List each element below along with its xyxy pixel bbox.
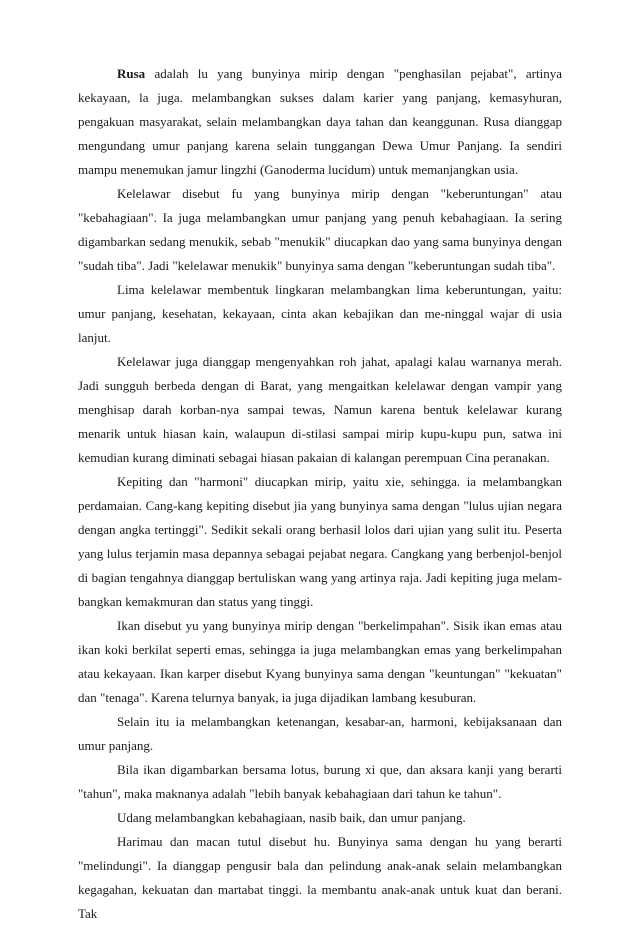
paragraph-kelelawar (78, 182, 562, 278)
paragraph-harimau (78, 830, 562, 926)
paragraph-ikan (78, 614, 562, 710)
document-page (78, 62, 562, 926)
paragraph-text: adalah lu yang bunyinya mirip dengan "penghasilan pejabat", artinya kekayaan, la juga. melambangkan sukses dalam karier yang panjang, kemasyhuran, pengakuan masyarakat, selain melambangkan daya tahan dan keanggunan. Rusa dianggap mengundang umur panjang karena selain tunggangan Dewa Umur Panjang. Ia sendiri mampu menemukan jamur lingzhi (Ganoderma lucidum) untuk memanjangkan usia. (78, 66, 563, 177)
paragraph-kelelawar-roh-jahat (78, 350, 562, 470)
paragraph-lead: Rusa (117, 66, 146, 81)
paragraph-text: Udang melambangkan kebahagiaan, nasib baik, dan umur panjang. (117, 810, 466, 825)
paragraph-kepiting (78, 470, 562, 614)
paragraph-ketenangan (78, 710, 562, 758)
paragraph-text: Kepiting dan "harmoni" diucapkan mirip, yaitu xie, sehingga. ia melambangkan perdamaian. Cang-kang kepiting disebut jia yang bunyinya sama dengan "lulus ujian negara dengan angka tertinggi". Sedikit sekali orang berhasil lolos dari ujian yang sulit itu. Peserta yang lulus terjamin masa depannya sebagai pejabat negara. Cangkang yang berbenjol-benjol di bagian tengahnya dianggap bertuliskan wang yang artinya raja. Jadi kepiting juga melam-bangkan kemakmuran dan status yang tinggi. (78, 474, 562, 609)
paragraph-rusa (78, 62, 562, 182)
paragraph-text: Selain itu ia melambangkan ketenangan, kesabar-an, harmoni, kebijaksanaan dan umur panjang. (78, 714, 562, 753)
paragraph-ikan-lotus (78, 758, 562, 806)
paragraph-text: Kelelawar disebut fu yang bunyinya mirip dengan "keberuntungan" atau "kebahagiaan". Ia juga melambangkan umur panjang yang penuh kebahagiaan. Ia sering digambarkan sedang menukik, sebab "menukik" diucapkan dao yang sama bunyinya dengan "sudah tiba". Jadi "kelelawar menukik" bunyinya sama dengan "keberuntungan sudah tiba". (78, 186, 562, 273)
paragraph-text: Lima kelelawar membentuk lingkaran melambangkan lima keberuntungan, yaitu: umur panjang, kesehatan, kekayaan, cinta akan kebajikan dan me-ninggal wajar di usia lanjut. (78, 282, 562, 345)
paragraph-text: Ikan disebut yu yang bunyinya mirip dengan "berkelimpahan". Sisik ikan emas atau ikan koki berkilat seperti emas, sehingga ia juga melambangkan emas yang berkelimpahan atau kekayaan. Ikan karper disebut Kyang bunyinya sama dengan "keuntungan" "kekuatan" dan "tenaga". Karena telurnya banyak, ia juga dijadikan lambang kesuburan. (78, 618, 562, 705)
paragraph-lima-kelelawar (78, 278, 562, 350)
paragraph-text: Harimau dan macan tutul disebut hu. Bunyinya sama dengan hu yang berarti "melindungi". Ia dianggap pengusir bala dan pelindung anak-anak selain melambangkan kegagahan, kekuatan dan martabat tinggi. la membantu anak-anak untuk kuat dan berani. Tak (78, 834, 562, 921)
paragraph-text: Bila ikan digambarkan bersama lotus, burung xi que, dan aksara kanji yang berarti "tahun", maka maknanya adalah "lebih banyak kebahagiaan dari tahun ke tahun". (78, 762, 562, 801)
paragraph-udang (78, 806, 562, 830)
paragraph-text: Kelelawar juga dianggap mengenyahkan roh jahat, apalagi kalau warnanya merah. Jadi sungguh berbeda dengan di Barat, yang mengaitkan kelelawar dengan vampir yang menghisap darah korban-nya sampai tewas, Namun karena bentuk kelelawar kurang menarik untuk hiasan kain, walaupun di-stilasi sampai mirip kupu-kupu pun, satwa ini kemudian kurang diminati sebagai hiasan pakaian di kalangan perempuan Cina peranakan. (78, 354, 562, 465)
